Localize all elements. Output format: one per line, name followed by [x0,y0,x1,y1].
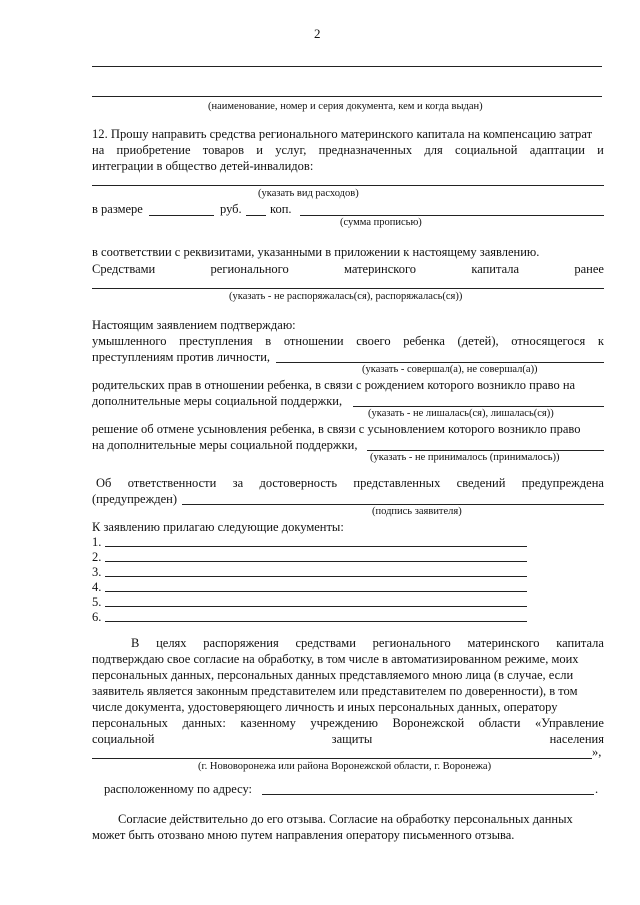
attachment-number: 2. [92,550,102,564]
consent-line5: числе документа, удостоверяющего личность и иных персональных данных, оператору [92,700,558,714]
rights-line2: дополнительные меры социальной поддержки, [92,394,343,408]
confirm-heading: Настоящим заявлением подтверждаю: [92,318,296,332]
attachment-field[interactable] [105,591,527,592]
amount-kop-label: коп. [270,202,292,216]
amount-rub-label: руб. [220,202,242,216]
adoption-caption: (указать - не принималось (принималось)) [370,452,560,463]
item12-line1: 12. Прошу направить средства регионального материнского капитала на компенсацию затрат [92,127,593,141]
address-end: . [595,782,599,796]
item12-line3: интеграции в общество детей-инвалидов: [92,159,314,173]
attachment-number: 4. [92,580,102,594]
funds-caption: (указать - не распоряжалась(ся), распоряжалась(ся)) [229,291,463,302]
crime-caption: (указать - совершал(а), не совершал(а)) [362,364,538,375]
document-caption: (наименование, номер и серия документа, кем и когда выдан) [208,101,483,112]
attachments-heading: К заявлению прилагаю следующие документы: [92,520,344,534]
signature-caption: (подпись заявителя) [372,506,462,517]
adoption-line2: на дополнительные меры социальной поддержки, [92,438,358,452]
adoption-line1: решение об отмене усыновления ребенка, в связи с усыновлением которого возникло право [92,422,581,436]
item12-line2: на приобретение товаров и услуг, предназначенных для социальной адаптации и [92,143,604,157]
operator-field[interactable] [92,758,592,759]
funds-status-line[interactable] [92,288,604,289]
attachment-number: 3. [92,565,102,579]
operator-caption: (г. Нововоронежа или района Воронежской области, г. Воронежа) [198,761,492,772]
attachment-number: 1. [92,535,102,549]
consent-line6: персональных данных: казенному учреждению Воронежской области «Управление [92,716,604,730]
attachment-field[interactable] [105,621,527,622]
attachment-field[interactable] [105,561,527,562]
details-line: в соответствии с реквизитами, указанными в приложении к настоящему заявлению. [92,245,540,259]
consent-line7: социальной защиты населения [92,732,604,746]
page-number: 2 [314,26,321,41]
signature-field[interactable] [182,504,604,505]
amount-kop-field[interactable] [246,215,266,216]
validity-line1: Согласие действительно до его отзыва. Согласие на обработку персональных данных [118,812,573,826]
consent-line3: персональных данных, персональных данных представляемого мною лица (в случае, если [92,668,574,682]
funds-line: Средствами регионального материнского капитала ранее [92,262,604,276]
attachment-field[interactable] [105,576,527,577]
crime-line2: преступлениям против личности, [92,350,271,364]
address-label: расположенному по адресу: [104,782,253,796]
attachment-number: 6. [92,610,102,624]
document-line[interactable] [92,96,602,97]
amount-prefix: в размере [92,202,143,216]
amount-caption: (сумма прописью) [340,217,422,228]
consent-line4: заявитель является законным представителем или представителем по доверенности), в том [92,684,578,698]
expense-caption: (указать вид расходов) [258,188,359,199]
consent-line1: В целях распоряжения средствами регионального материнского капитала [131,636,604,650]
amount-words-field[interactable] [300,215,604,216]
crime-line1: умышленного преступления в отношении своего ребенка (детей), относящегося к [92,334,604,348]
responsibility-line1: Об ответственности за достоверность представленных сведений предупреждена [96,476,604,490]
document-line[interactable] [92,66,602,67]
validity-line2: может быть отозвано мною путем направления оператору письменного отзыва. [92,828,515,842]
attachment-number: 5. [92,595,102,609]
attachment-field[interactable] [105,606,527,607]
rights-caption: (указать - не лишалась(ся), лишалась(ся)) [368,408,554,419]
crime-field[interactable] [276,362,604,363]
address-field[interactable] [262,794,594,795]
consent-line2: подтверждаю свое согласие на обработку, в том числе в автоматизированном режиме, моих [92,652,579,666]
rights-line1: родительских прав в отношении ребенка, в связи с рождением которого возникло право на [92,378,576,392]
adoption-field[interactable] [367,450,604,451]
amount-rub-field[interactable] [149,215,214,216]
operator-end: », [592,745,602,759]
rights-field[interactable] [353,406,604,407]
attachment-field[interactable] [105,546,527,547]
responsibility-line2: (предупрежден) [92,492,177,506]
expense-type-line[interactable] [92,185,604,186]
